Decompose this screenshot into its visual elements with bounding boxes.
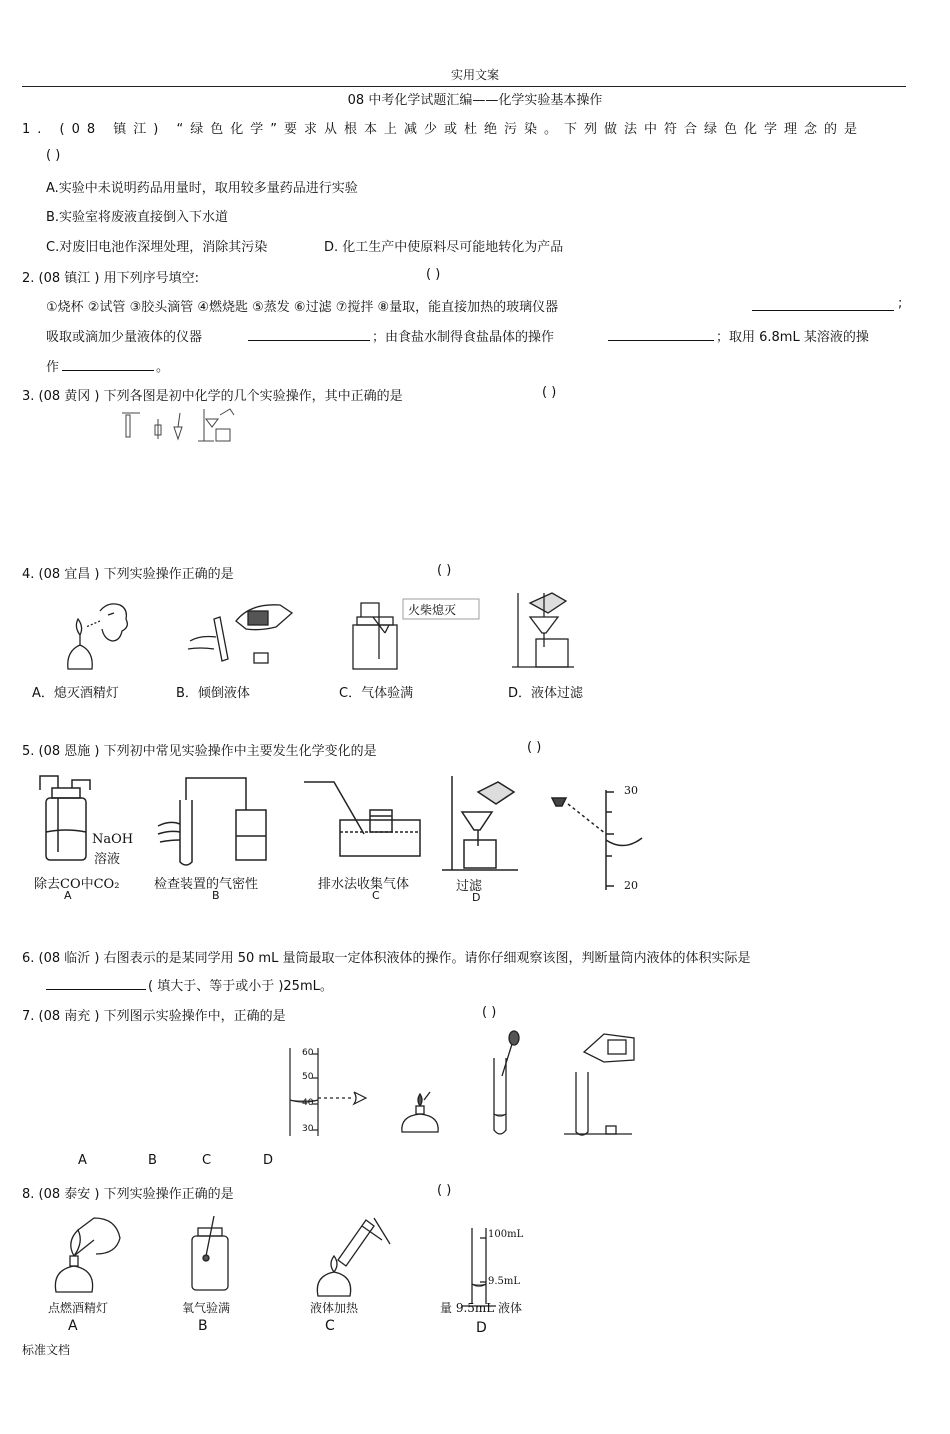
q7-fig-lamp	[398, 1086, 444, 1138]
q5-naoh-label: NaOH	[92, 832, 134, 847]
q6-stem: 6. (08 临沂 ) 右图表示的是某同学用 50 mL 量筒最取一定体积液体的操作。请你仔细观察该图，判断量筒内液体的体积实际是	[22, 951, 751, 966]
q8-caption-a: 点燃酒精灯	[48, 1301, 109, 1315]
q6-blank[interactable]	[46, 977, 146, 990]
q2-line2-a: 吸取或滴加少量液体的仪器	[46, 330, 203, 345]
q4-fig-pour-liquid	[180, 597, 300, 675]
q7-stem: 7. (08 南充 ) 下列图示实验操作中，正确的是	[22, 1009, 286, 1024]
q1-option-a: A.实验中未说明药品用量时，取用较多量药品进行实验	[46, 181, 358, 196]
q4-option-c: C．气体验满	[339, 686, 414, 701]
q5-fig-water-collect	[300, 776, 424, 868]
q5-tick-20: 20	[624, 879, 638, 892]
q6-line2: ( 填大于、等于或小于 )25mL。	[148, 979, 333, 994]
q4-paren: ( )	[437, 563, 452, 578]
q2-line2-c: ；取用 6.8mL 某溶液的操	[716, 330, 869, 345]
q8-paren: ( )	[437, 1183, 452, 1198]
q8-mark-100ml: 100mL	[488, 1229, 524, 1240]
q8-mark-95ml: 9.5mL	[488, 1276, 521, 1287]
q2-line3-b: 。	[156, 360, 170, 375]
q3-stem: 3. (08 黄冈 ) 下列各图是初中化学的几个实验操作，其中正确的是	[22, 389, 403, 404]
page-header: 实用文案	[450, 68, 499, 82]
q8-caption-d: 量 9.5mL 液体	[440, 1301, 523, 1315]
page-footer: 标准文档	[22, 1343, 71, 1357]
q1-option-c: C.对废旧电池作深埋处理，消除其污染	[46, 240, 268, 255]
q5-letter-d: D	[472, 891, 481, 904]
q1-stem: 1. (08 镇江) “绿色化学”要求从根本上减少或杜绝污染。下列做法中符合绿色化学理念的是	[22, 122, 864, 137]
q5-fig-naoh-bottle	[32, 770, 142, 870]
q4-option-b: B．倾倒液体	[176, 686, 250, 701]
q5-solution-label: 溶液	[94, 852, 121, 867]
q8-fig-oxygen-test	[186, 1214, 236, 1294]
q7-paren: ( )	[482, 1005, 497, 1020]
q7-letter-b: B	[148, 1153, 157, 1168]
q1-option-d: D. 化工生产中使原料尽可能地转化为产品	[324, 240, 564, 255]
q7-letter-c: C	[202, 1153, 212, 1168]
q2-blank-2[interactable]	[248, 328, 370, 341]
q7-fig-pour	[560, 1028, 640, 1140]
q8-letter-b: B	[198, 1318, 208, 1334]
q8-caption-c: 液体加热	[310, 1301, 359, 1315]
q3-paren: ( )	[542, 385, 557, 400]
q3-figure	[118, 405, 238, 447]
q8-fig-heat-liquid	[304, 1212, 394, 1300]
q2-items: ①烧杯 ②试管 ③胶头滴管 ④燃烧匙 ⑤蒸发 ⑥过滤 ⑦搅拌 ⑧量取，能直接加热的玻璃仪器	[46, 300, 559, 315]
q5-caption-b: 检查装置的气密性	[154, 877, 259, 892]
page-title: 08 中考化学试题汇编——化学实验基本操作	[347, 93, 603, 108]
q7-tick-30: 30	[302, 1124, 314, 1134]
q2-blank-3[interactable]	[608, 328, 714, 341]
q2-line2-b: ；由食盐水制得食盐晶体的操作	[372, 330, 555, 345]
q7-letter-a: A	[78, 1153, 87, 1168]
q5-letter-c: C	[372, 889, 380, 902]
q8-letter-a: A	[68, 1318, 78, 1334]
q5-letter-b: B	[212, 889, 220, 902]
q4-fig-extinguish-lamp	[56, 597, 146, 675]
q8-fig-light-lamp	[44, 1214, 134, 1298]
q2-stem: 2. (08 镇江 ) 用下列序号填空:	[22, 271, 199, 286]
q5-paren: ( )	[527, 740, 542, 755]
q1-paren: ( )	[46, 148, 61, 163]
q2-line3-a: 作	[46, 360, 60, 375]
q5-fig-filter	[438, 772, 524, 874]
q8-stem: 8. (08 泰安 ) 下列实验操作正确的是	[22, 1187, 234, 1202]
q4-option-d: D．液体过滤	[508, 686, 584, 701]
q2-blank-1[interactable]	[752, 298, 894, 311]
q4-stem: 4. (08 宜昌 ) 下列实验操作正确的是	[22, 567, 234, 582]
q5-caption-a: 除去CO中CO₂	[34, 877, 120, 892]
q5-fig-airtight	[150, 770, 276, 870]
q5-stem: 5. (08 恩施 ) 下列初中常见实验操作中主要发生化学变化的是	[22, 744, 377, 759]
q5-caption-c: 排水法收集气体	[318, 877, 410, 892]
q7-tick-40: 40	[302, 1098, 314, 1108]
q2-blank-4[interactable]	[62, 358, 154, 371]
q5-letter-a: A	[64, 889, 72, 902]
q7-tick-60: 60	[302, 1048, 314, 1058]
q8-letter-d: D	[476, 1320, 487, 1336]
q8-caption-b: 氧气验满	[182, 1301, 231, 1315]
q1-option-b: B.实验室将废液直接倒入下水道	[46, 210, 229, 225]
q8-letter-c: C	[325, 1318, 335, 1334]
q7-tick-50: 50	[302, 1072, 314, 1082]
q2-semicolon: ;	[898, 296, 903, 311]
header-rule	[22, 86, 906, 87]
q5-caption-d: 过滤	[456, 879, 483, 894]
q7-letter-d: D	[263, 1153, 274, 1168]
q2-paren: ( )	[426, 267, 441, 282]
q4-note: 火柴熄灭	[408, 603, 457, 617]
q7-fig-dropper	[484, 1030, 528, 1140]
q4-option-a: A．熄灭酒精灯	[32, 686, 119, 701]
q4-fig-filter	[508, 587, 580, 671]
q5-tick-30: 30	[624, 784, 638, 797]
